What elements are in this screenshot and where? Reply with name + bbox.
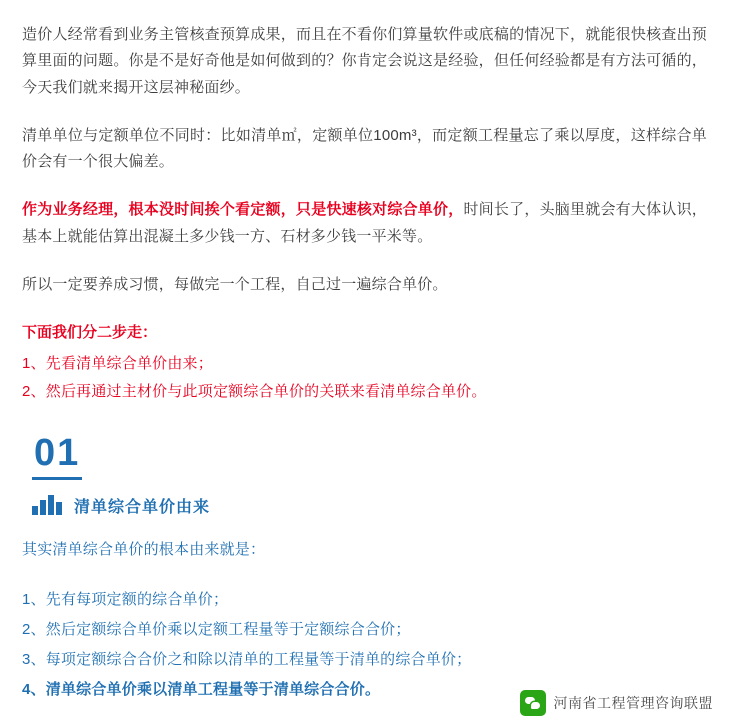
section-points-list (22, 585, 707, 705)
section-number: 01 (32, 434, 82, 480)
account-badge[interactable] (520, 690, 714, 716)
wechat-icon (520, 690, 546, 716)
step-item-1: 1、先看清单综合单价由来； (22, 355, 213, 373)
section-point-4: 4、清单综合单价乘以清单工程量等于清单综合合价。 (22, 681, 381, 698)
unit-difference-paragraph (22, 123, 707, 176)
step-item-2: 2、然后再通过主材价与此项定额综合单价的关联来看清单综合单价。 (22, 383, 487, 400)
bar-chart-icon (32, 495, 64, 515)
section-number-block (32, 431, 707, 480)
habit-paragraph: 所以一定要养成习惯，每做完一个工程，自己过一遍综合单价。 (22, 275, 448, 293)
section-point-3: 3、每项定额综合合价之和除以清单的工程量等于清单的综合单价； (22, 651, 472, 668)
section-title-row (32, 494, 707, 517)
account-name: 河南省工程管理咨询联盟 (553, 695, 713, 711)
highlight-normal-text: 时间长了，头脑里就会有大体认识，基本上就能估算出混凝土多少钱一方、石材多少钱一平米等。 (22, 201, 707, 245)
steps-heading: 下面我们分二步走： (22, 324, 158, 341)
unit-difference-text: 清单单位与定额单位不同时：比如清单㎡，定额单位100m³，而定额工程量忘了乘以厚度，这样综合单价会有一个很大偏差。 (22, 126, 707, 170)
section-lead: 其实清单综合单价的根本由来就是： (22, 540, 266, 558)
highlight-paragraph (22, 197, 707, 250)
intro-paragraph: 造价人经常看到业务主管核查预算成果，而且在不看你们算量软件或底稿的情况下，就能很快核查出预算里面的问题。你是不是好奇他是如何做到的？你肯定会说这是经验，但任何经验都是有方法可循的，今天我们就来揭开这层神秘面纱。 (22, 26, 707, 96)
section-point-2: 2、然后定额综合单价乘以定额工程量等于定额综合合价； (22, 621, 411, 638)
section-point-1: 1、先有每项定额的综合单价； (22, 591, 229, 608)
highlight-red-text: 作为业务经理，根本没时间挨个看定额，只是快速核对综合单价， (22, 201, 464, 219)
steps-list (22, 350, 707, 406)
section-title: 清单综合单价由来 (74, 498, 211, 516)
